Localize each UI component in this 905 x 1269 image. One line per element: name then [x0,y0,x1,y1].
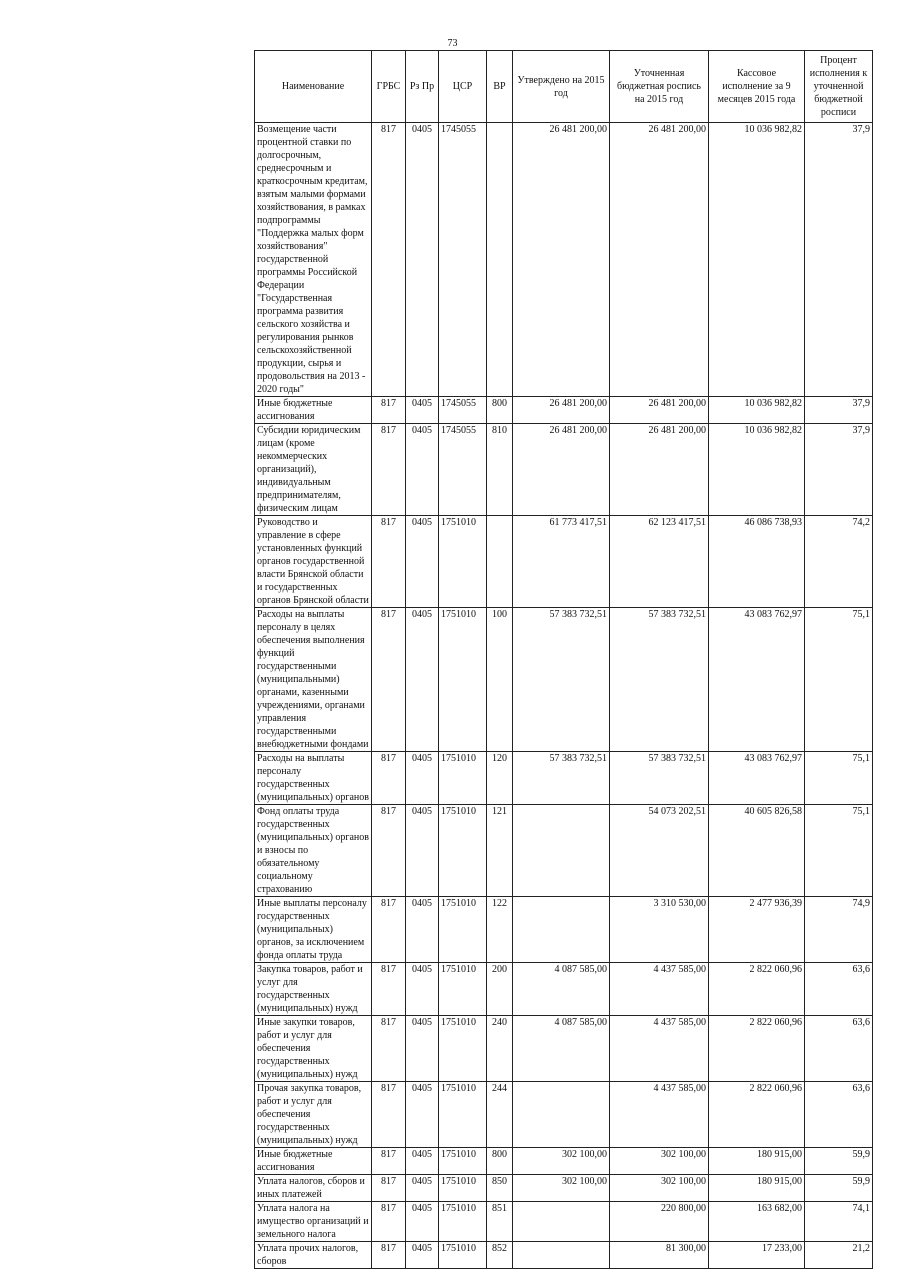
table-header-row [255,51,873,123]
header-cash: Кассовое исполнение за 9 месяцев 2015 года [709,51,805,123]
cell-cash: 163 682,00 [709,1202,805,1242]
cell-approved: 302 100,00 [513,1148,610,1175]
table-row [255,1016,873,1082]
page-number: 73 [447,38,458,49]
header-percent: Процент исполнения к уточненной бюджетной росписи [805,51,873,123]
cell-refined: 62 123 417,51 [610,516,709,608]
table-row [255,963,873,1016]
cell-csr: 1751010 [439,1242,487,1269]
cell-grbs: 817 [372,963,406,1016]
cell-vr: 240 [487,1016,513,1082]
cell-percent: 21,2 [805,1242,873,1269]
cell-grbs: 817 [372,1148,406,1175]
table-row [255,424,873,516]
cell-refined: 4 437 585,00 [610,963,709,1016]
cell-csr: 1745055 [439,424,487,516]
cell-grbs: 817 [372,424,406,516]
cell-name: Уплата налога на имущество организаций и земельного налога [255,1202,372,1242]
cell-vr: 122 [487,897,513,963]
cell-refined: 54 073 202,51 [610,805,709,897]
cell-refined: 26 481 200,00 [610,397,709,424]
cell-refined: 81 300,00 [610,1242,709,1269]
cell-name: Расходы на выплаты персоналу государственных (муниципальных) органов [255,752,372,805]
table-row [255,1242,873,1269]
cell-approved: 302 100,00 [513,1175,610,1202]
cell-grbs: 817 [372,1242,406,1269]
cell-approved: 4 087 585,00 [513,1016,610,1082]
cell-percent: 37,9 [805,424,873,516]
cell-csr: 1751010 [439,805,487,897]
budget-table [254,50,873,1269]
cell-name: Руководство и управление в сфере установленных функций органов государственной власти Брянской области и государственных органов Брянской области [255,516,372,608]
cell-vr: 100 [487,608,513,752]
cell-cash: 2 477 936,39 [709,897,805,963]
cell-refined: 57 383 732,51 [610,752,709,805]
cell-grbs: 817 [372,516,406,608]
cell-csr: 1751010 [439,897,487,963]
table-row [255,397,873,424]
cell-name: Уплата налогов, сборов и иных платежей [255,1175,372,1202]
cell-cash: 180 915,00 [709,1148,805,1175]
cell-percent: 63,6 [805,963,873,1016]
cell-csr: 1751010 [439,752,487,805]
cell-grbs: 817 [372,608,406,752]
cell-cash: 40 605 826,58 [709,805,805,897]
cell-csr: 1751010 [439,608,487,752]
cell-rzpr: 0405 [406,1016,439,1082]
cell-name: Расходы на выплаты персоналу в целях обеспечения выполнения функций государственными (муниципальными) органами, казенными учреждениями, органами управления государственными внебюджетными фондами [255,608,372,752]
cell-vr: 851 [487,1202,513,1242]
cell-vr: 850 [487,1175,513,1202]
cell-refined: 26 481 200,00 [610,123,709,397]
cell-grbs: 817 [372,752,406,805]
cell-percent: 63,6 [805,1082,873,1148]
cell-grbs: 817 [372,1082,406,1148]
cell-cash: 10 036 982,82 [709,397,805,424]
cell-csr: 1751010 [439,1016,487,1082]
cell-cash: 17 233,00 [709,1242,805,1269]
cell-approved: 57 383 732,51 [513,608,610,752]
cell-cash: 2 822 060,96 [709,963,805,1016]
table-row [255,752,873,805]
cell-csr: 1751010 [439,963,487,1016]
cell-csr: 1751010 [439,1202,487,1242]
cell-name: Иные бюджетные ассигнования [255,1148,372,1175]
table-row [255,608,873,752]
cell-grbs: 817 [372,1202,406,1242]
cell-vr [487,516,513,608]
cell-grbs: 817 [372,1016,406,1082]
cell-refined: 302 100,00 [610,1148,709,1175]
header-rzpr: Рз Пр [406,51,439,123]
cell-rzpr: 0405 [406,516,439,608]
cell-percent: 37,9 [805,123,873,397]
cell-vr: 200 [487,963,513,1016]
cell-approved [513,1242,610,1269]
cell-percent: 74,9 [805,897,873,963]
cell-refined: 26 481 200,00 [610,424,709,516]
cell-refined: 57 383 732,51 [610,608,709,752]
cell-grbs: 817 [372,1175,406,1202]
cell-cash: 46 086 738,93 [709,516,805,608]
cell-cash: 2 822 060,96 [709,1016,805,1082]
cell-rzpr: 0405 [406,1148,439,1175]
table-row [255,897,873,963]
cell-name: Иные бюджетные ассигнования [255,397,372,424]
cell-rzpr: 0405 [406,1202,439,1242]
header-name: Наименование [255,51,372,123]
cell-rzpr: 0405 [406,805,439,897]
cell-csr: 1751010 [439,1175,487,1202]
cell-percent: 75,1 [805,805,873,897]
cell-vr: 852 [487,1242,513,1269]
cell-rzpr: 0405 [406,963,439,1016]
cell-approved [513,1082,610,1148]
cell-approved [513,897,610,963]
cell-approved: 26 481 200,00 [513,424,610,516]
cell-percent: 59,9 [805,1175,873,1202]
cell-refined: 3 310 530,00 [610,897,709,963]
cell-rzpr: 0405 [406,1242,439,1269]
cell-vr: 121 [487,805,513,897]
cell-vr: 800 [487,397,513,424]
cell-cash: 180 915,00 [709,1175,805,1202]
cell-name: Иные выплаты персоналу государственных (муниципальных) органов, за исключением фонда оплаты труда [255,897,372,963]
cell-percent: 74,1 [805,1202,873,1242]
cell-vr: 810 [487,424,513,516]
cell-rzpr: 0405 [406,752,439,805]
table-row [255,1202,873,1242]
cell-percent: 37,9 [805,397,873,424]
cell-cash: 2 822 060,96 [709,1082,805,1148]
cell-percent: 74,2 [805,516,873,608]
cell-csr: 1751010 [439,516,487,608]
cell-vr [487,123,513,397]
cell-approved [513,805,610,897]
cell-name: Субсидии юридическим лицам (кроме некоммерческих организаций), индивидуальным предпринимателям, физическим лицам [255,424,372,516]
cell-grbs: 817 [372,123,406,397]
cell-approved: 4 087 585,00 [513,963,610,1016]
cell-percent: 59,9 [805,1148,873,1175]
cell-approved: 26 481 200,00 [513,397,610,424]
cell-percent: 75,1 [805,752,873,805]
cell-rzpr: 0405 [406,424,439,516]
cell-refined: 302 100,00 [610,1175,709,1202]
table-row [255,516,873,608]
table-row [255,123,873,397]
table-row [255,1082,873,1148]
table-body [255,123,873,1269]
cell-approved: 61 773 417,51 [513,516,610,608]
cell-name: Уплата прочих налогов, сборов [255,1242,372,1269]
cell-rzpr: 0405 [406,397,439,424]
cell-cash: 43 083 762,97 [709,608,805,752]
cell-name: Фонд оплаты труда государственных (муниципальных) органов и взносы по обязательному социальному страхованию [255,805,372,897]
cell-percent: 63,6 [805,1016,873,1082]
cell-refined: 220 800,00 [610,1202,709,1242]
cell-refined: 4 437 585,00 [610,1016,709,1082]
cell-vr: 120 [487,752,513,805]
header-grbs: ГРБС [372,51,406,123]
cell-name: Возмещение части процентной ставки по долгосрочным, среднесрочным и краткосрочным кредитам, взятым малыми формами хозяйствования, в рамках подпрограммы "Поддержка малых форм хозяйствования" государственной программы Российской Федерации "Государственная программа развития сельского хозяйства и регулирования рынков сельскохозяйственной продукции, сырья и продовольствия на 2013 - 2020 годы" [255,123,372,397]
cell-percent: 75,1 [805,608,873,752]
cell-rzpr: 0405 [406,897,439,963]
table-row [255,805,873,897]
cell-rzpr: 0405 [406,1082,439,1148]
cell-csr: 1751010 [439,1148,487,1175]
header-vr: ВР [487,51,513,123]
cell-approved: 26 481 200,00 [513,123,610,397]
cell-vr: 800 [487,1148,513,1175]
cell-grbs: 817 [372,897,406,963]
header-refined: Уточненная бюджетная роспись на 2015 год [610,51,709,123]
cell-rzpr: 0405 [406,608,439,752]
cell-grbs: 817 [372,805,406,897]
cell-vr: 244 [487,1082,513,1148]
header-approved: Утверждено на 2015 год [513,51,610,123]
cell-name: Закупка товаров, работ и услуг для государственных (муниципальных) нужд [255,963,372,1016]
cell-rzpr: 0405 [406,1175,439,1202]
cell-cash: 10 036 982,82 [709,123,805,397]
cell-rzpr: 0405 [406,123,439,397]
cell-name: Прочая закупка товаров, работ и услуг для обеспечения государственных (муниципальных) нужд [255,1082,372,1148]
cell-approved: 57 383 732,51 [513,752,610,805]
cell-cash: 10 036 982,82 [709,424,805,516]
header-csr: ЦСР [439,51,487,123]
cell-cash: 43 083 762,97 [709,752,805,805]
cell-approved [513,1202,610,1242]
cell-csr: 1745055 [439,397,487,424]
cell-grbs: 817 [372,397,406,424]
cell-name: Иные закупки товаров, работ и услуг для обеспечения государственных (муниципальных) нужд [255,1016,372,1082]
cell-refined: 4 437 585,00 [610,1082,709,1148]
table-row [255,1175,873,1202]
table-row [255,1148,873,1175]
cell-csr: 1751010 [439,1082,487,1148]
cell-csr: 1745055 [439,123,487,397]
